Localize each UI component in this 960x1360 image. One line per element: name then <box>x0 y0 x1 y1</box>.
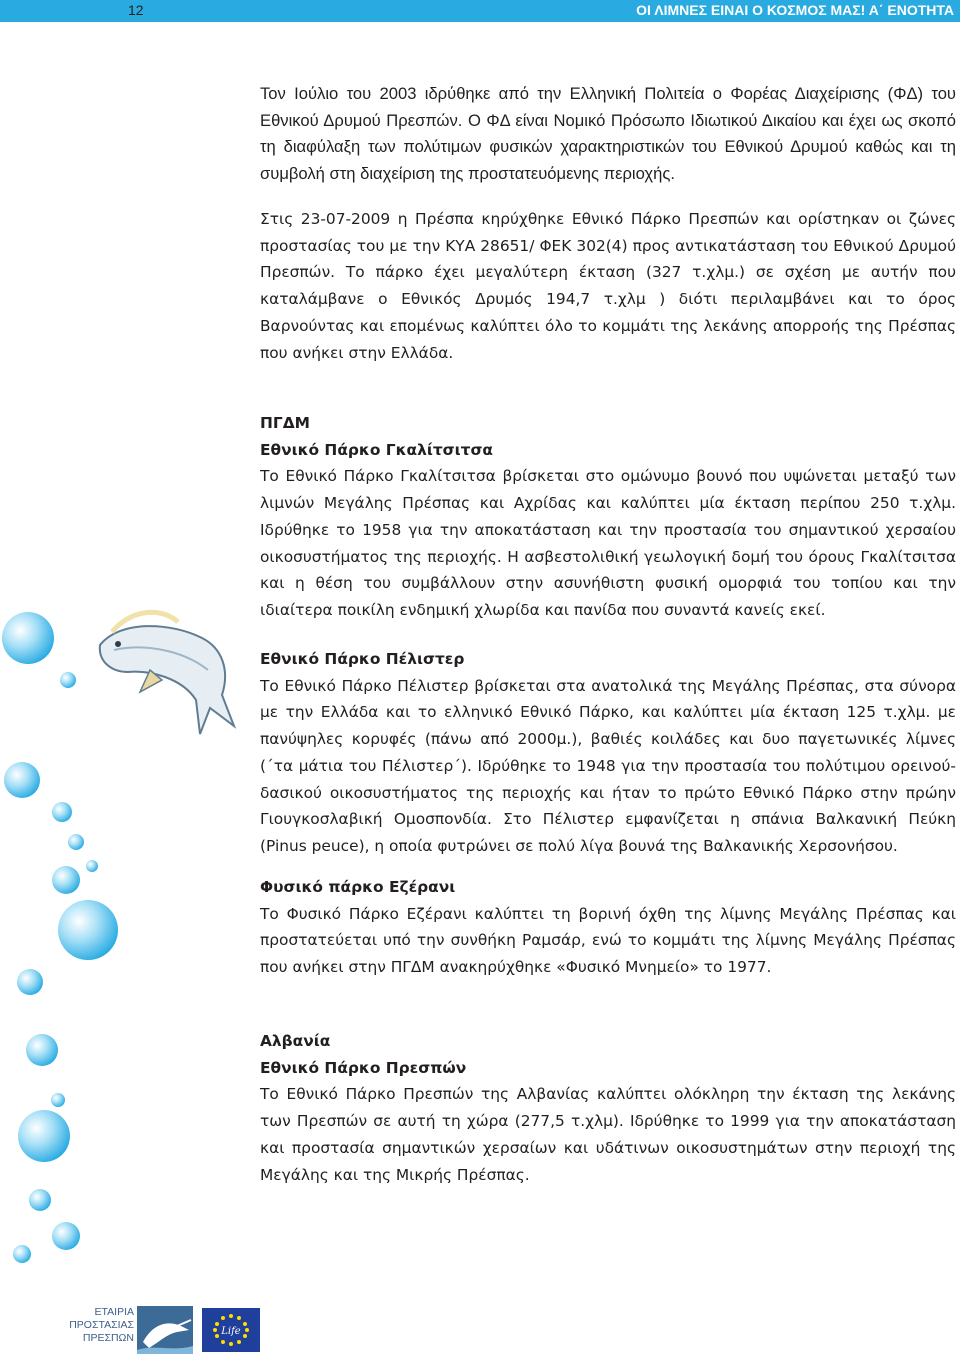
galicica-section <box>260 410 956 624</box>
intro-paragraph-2: Στις 23-07-2009 η Πρέσπα κηρύχθηκε Εθνικό Πάρκο Πρεσπών και ορίστηκαν οι ζώνες προστασίας του με την ΚΥΑ 28651/ ΦΕΚ 302(4) προς αντικατάσταση του Εθνικού Δρυμού Πρεσπών. Το πάρκο έχει μεγαλύτερη έκταση (327 τ.χλμ.) σε σχέση με αυτήν που καταλάμβανε ο Εθνικός Δρυμός 194,7 τ.χλμ ) διότι περιλαμβάνει και το όρος Βαρνούντας και επομένως καλύπτει όλο το κομμάτι της λεκάνης απορροής της Πρέσπας που ανήκει στην Ελλάδα. <box>260 210 956 362</box>
ezerani-title: Φυσικό πάρκο Εζέρανι <box>260 878 456 896</box>
albania-park-title: Εθνικό Πάρκο Πρεσπών <box>260 1058 467 1077</box>
country-heading-pgdm: ΠΓΔΜ <box>260 414 310 432</box>
life-logo-text: Life <box>221 1326 241 1337</box>
ezerani-text: Το Φυσικό Πάρκο Εζέρανι καλύπτει τη βορινή όχθη της λίμνης Μεγάλης Πρέσπας και προστατεύεται υπό την συνθήκη Ραμσάρ, ενώ το κομμάτι της λίμνης Μεγάλης Πρέσπας που ανήκει στην ΠΓΔΜ ανακηρύχθηκε «Φυσικό Μνημείο» το 1977. <box>260 904 956 977</box>
galicica-title: Εθνικό Πάρκο Γκαλίτσιτσα <box>260 440 494 459</box>
org-name <box>64 1306 134 1345</box>
page-number: 12 <box>128 2 144 18</box>
org-name-line: ΕΤΑΙΡΙΑ <box>94 1306 134 1318</box>
intro-paragraph-1: Τον Ιούλιο του 2003 ιδρύθηκε από την Ελληνική Πολιτεία ο Φορέας Διαχείρισης (ΦΔ) του Εθνικού Δρυμού Πρεσπών. Ο ΦΔ είναι Νομικό Πρόσωπο Ιδιωτικού Δικαίου και έχει ως σκοπό τη διαφύλαξη των πολύτιμων φυσικών χαρακτηριστικών του Εθνικού Δρυμού καθώς και τη συμβολή στη διαχείριση της προστατευόμενης περιοχής. <box>260 84 956 184</box>
pelister-title: Εθνικό Πάρκο Πέλιστερ <box>260 650 465 668</box>
section-title: ΟΙ ΛΙΜΝΕΣ ΕΙΝΑΙ Ο ΚΟΣΜΟΣ ΜΑΣ! Α΄ ΕΝΟΤΗΤΑ <box>636 2 954 18</box>
footer-logos <box>64 1306 264 1356</box>
ezerani-section <box>260 874 956 981</box>
header-bar <box>0 0 960 22</box>
eu-life-logo <box>202 1308 260 1352</box>
pelican-logo <box>137 1306 193 1354</box>
galicica-text: Το Εθνικό Πάρκο Γκαλίτσιτσα βρίσκεται στο ομώνυμο βουνό που υψώνεται μεταξύ των λιμνών Μεγάλης Πρέσπας και Αχρίδας και καλύπτει μία έκταση περίπου 250 τ.χλμ. Ιδρύθηκε το 1958 για την αποκατάσταση και την προστασία του σημαντικού χερσαίου οικοσυστήματος της περιοχής. Η ασβεστολιθική γεωλογική δομή του όρους Γκαλίτσιτσα και η θέση του συμβάλλουν στην ασυνήθιστη φυσική ομορφιά του τοπίου και την ιδιαίτερα ποικίλη ενδημική χλωρίδα και πανίδα που συναντά κανείς εκεί. <box>260 467 956 619</box>
pelister-section <box>260 646 956 860</box>
fish-illustration <box>90 600 250 750</box>
org-name-line: ΠΡΕΣΠΩΝ <box>82 1332 134 1344</box>
country-heading-albania: Αλβανία <box>260 1032 331 1050</box>
org-name-line: ΠΡΟΣΤΑΣΙΑΣ <box>69 1319 134 1331</box>
albania-text: Το Εθνικό Πάρκο Πρεσπών της Αλβανίας καλύπτει ολόκληρη την έκταση της λεκάνης των Πρεσπών σε αυτή τη χώρα (277,5 τ.χλμ). Ιδρύθηκε το 1999 για την αποκατάσταση και προστασία σημαντικών χερσαίων και υδάτινων οικοσυστημάτων στην περιοχή της Μεγάλης και της Μικρής Πρέσπας. <box>260 1085 956 1184</box>
albania-section <box>260 1028 956 1188</box>
pelister-text: Το Εθνικό Πάρκο Πέλιστερ βρίσκεται στα ανατολικά της Μεγάλης Πρέσπας, στα σύνορα με την Ελλάδα και το ελληνικό Εθνικό Πάρκο, και καλύπτει μία έκταση 125 τ.χλμ. με πανύψηλες κορυφές (πάνω από 2000μ.), βαθιές κοιλάδες και δυο παγετωνικές λίμνες (΄τα μάτια του Πέλιστερ΄). Ιδρύθηκε το 1948 για την προστασία του πολύτιμου ορεινού-δασικού οικοσυστήματος της περιοχής και ήταν το πρώτο Εθνικό Πάρκο στην πρώην Γιουγκοσλαβική Ομοσπονδία. Στο Πέλιστερ εμφανίζεται η σπάνια Βαλκανική Πεύκη (Pinus peuce), η οποία φυτρώνει σε πολύ λίγα βουνά της Βαλκανικής Χερσονήσου. <box>260 676 956 855</box>
